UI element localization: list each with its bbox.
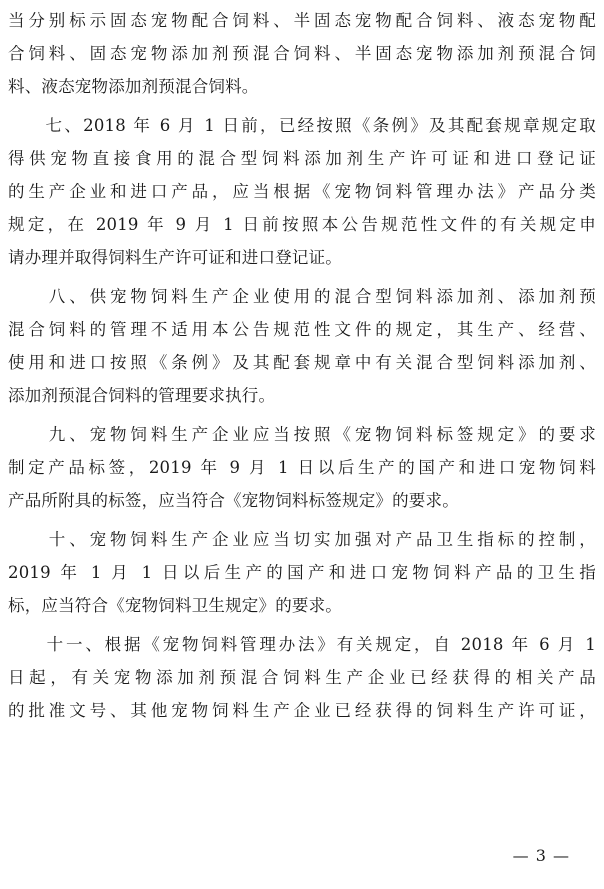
- body-text: [8, 4, 596, 727]
- text-line: 十、宠物饲料生产企业应当切实加强对产品卫生指标的控制，: [8, 530, 596, 549]
- text-line: 的生产企业和进口产品，应当根据《宠物饲料管理办法》产品分类: [8, 182, 596, 201]
- text-line: 规定，在 2019 年 9 月 1 日前按照本公告规范性文件的有关规定申: [8, 215, 596, 234]
- text-line: 七、2018 年 6 月 1 日前，已经按照《条例》及其配套规章规定取: [8, 116, 596, 135]
- text-line: 使用和进口按照《条例》及其配套规章中有关混合型饲料添加剂、: [8, 353, 596, 372]
- paragraph-item-9: [8, 418, 596, 517]
- text-line: 合饲料、固态宠物添加剂预混合饲料、半固态宠物添加剂预混合饲: [8, 44, 596, 63]
- paragraph-item-10: [8, 523, 596, 622]
- text-line: 添加剂预混合饲料的管理要求执行。: [8, 386, 276, 405]
- text-line: 当分别标示固态宠物配合饲料、半固态宠物配合饲料、液态宠物配: [8, 11, 596, 30]
- text-line: 日起，有关宠物添加剂预混合饲料生产企业已经获得的相关产品: [8, 668, 596, 687]
- text-line: 九、宠物饲料生产企业应当按照《宠物饲料标签规定》的要求: [8, 425, 596, 444]
- text-line: 混合饲料的管理不适用本公告规范性文件的规定，其生产、经营、: [8, 320, 596, 339]
- text-line: 制定产品标签，2019 年 9 月 1 日以后生产的国产和进口宠物饲料: [8, 458, 596, 477]
- text-line: 十一、根据《宠物饲料管理办法》有关规定，自 2018 年 6 月 1: [8, 635, 596, 654]
- paragraph-pet-feed-labeling-categories: [8, 4, 596, 103]
- text-line: 标，应当符合《宠物饲料卫生规定》的要求。: [8, 596, 342, 615]
- text-line: 2019 年 1 月 1 日以后生产的国产和进口宠物饲料产品的卫生指: [8, 563, 596, 582]
- text-line: 八、供宠物饲料生产企业使用的混合型饲料添加剂、添加剂预: [8, 287, 596, 306]
- text-line: 产品所附具的标签，应当符合《宠物饲料标签规定》的要求。: [8, 491, 459, 510]
- text-line: 请办理并取得饲料生产许可证和进口登记证。: [8, 248, 342, 267]
- paragraph-item-11: [8, 628, 596, 727]
- text-line: 料、液态宠物添加剂预混合饲料。: [8, 77, 259, 96]
- paragraph-item-7: [8, 109, 596, 274]
- paragraph-item-8: [8, 280, 596, 412]
- text-line: 的批准文号、其他宠物饲料生产企业已经获得的饲料生产许可证，: [8, 701, 596, 720]
- text-line: 得供宠物直接食用的混合型饲料添加剂生产许可证和进口登记证: [8, 149, 596, 168]
- page-number: — 3 —: [512, 846, 570, 865]
